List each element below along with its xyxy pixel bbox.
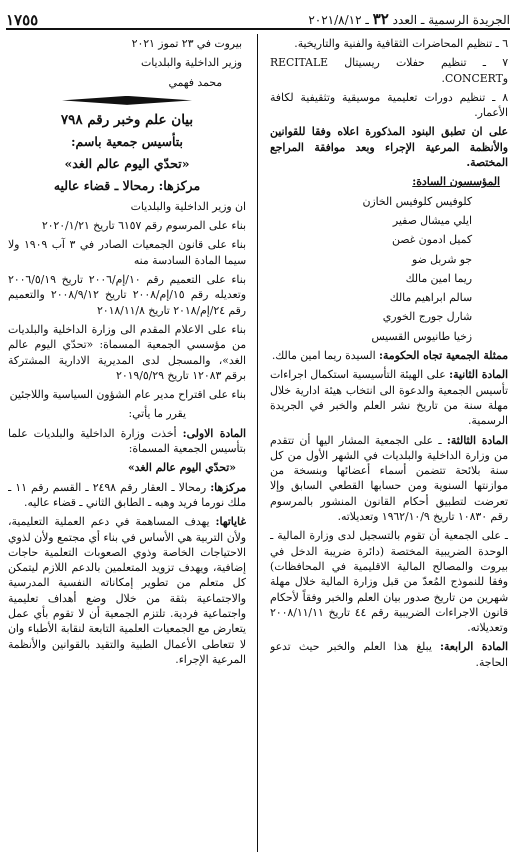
list-item: ٨ ـ تنظيم دورات تعليمية موسيقية وتثقيفية لكافة الأعمار. [270, 90, 508, 120]
recital: بناء على اقتراح مدير عام الشؤون السياسية واللاجئين [9, 388, 246, 402]
column-divider [257, 34, 258, 852]
founders-heading: المؤسسون السادة: [412, 175, 500, 189]
goals [8, 514, 246, 667]
article-3-extra: ـ على الجمعية أن تقوم بالتسجيل لدى وزارة المالية ـ الوحدة الضريبية المختصة (دائرة ضريبة الدخل في بيروت والمصالح المالية الاقليمية في المحافظات) وفقا للنموذج المُعدّ من قبل وزارة المالية خلال مهلة شهرين من تاريخ صدور بيان العلم والخبر وفقاً لأحكام قانون الاجراءات الضريبية رقم ٤٤ تاريخ ٢٠٠٨/١١/١١ وتعديلاته. [270, 529, 508, 635]
issue-date: ـ ٢٠٢١/٨/١٢ [308, 13, 369, 27]
article-4-text: يبلغ هذا العلم والخبر حيث تدعو الحاجة. [270, 640, 508, 669]
bold-note: على ان تطبق البنود المذكورة اعلاه وفقا للقوانين والأنظمة المرعية الإجراء وبعد موافقة المراجع المختصة. [270, 125, 508, 170]
minister-title: وزير الداخلية والبلديات [141, 56, 242, 70]
page-number: ١٧٥٥ [6, 11, 39, 29]
recital: بناء على التعميم رقم ١٠/إم/٢٠٠٦ تاريخ ٢٠٠٦/٥/١٩ وتعديله رقم ١٥/إم/٢٠٠٨ تاريخ ٢٠٠٨/٩/١٢ والتعميم رقم ٢٤/إم/٢٠١٨ تاريخ ٢٠١٨/١١/٨ [8, 273, 246, 317]
article-3-label: المادة الثالثة: [446, 433, 508, 447]
list-item: ٦ ـ تنظيم المحاضرات الثقافية والفنية والتاريخية. [294, 37, 508, 50]
founder-name: ايلي ميشال صفير [392, 213, 472, 227]
right-column [270, 36, 508, 674]
founder-name: سالم ابراهيم مالك [389, 291, 472, 305]
association-name-2: «تحدّي اليوم عالم الغد» [127, 461, 236, 475]
place-date: بيروت في ٢٣ تموز ٢٠٢١ [131, 37, 242, 50]
headquarters-text: رمحالا ـ العقار رقم ٢٤٩٨ ـ القسم رقم ١١ ـ ملك نورما فريد وهبه ـ الطابق الثاني ـ قضاء عاليه. [8, 480, 246, 509]
founder-name: شارل جورج الخوري [382, 310, 472, 324]
section-divider [8, 96, 246, 105]
gazette-title [308, 11, 510, 28]
left-column [8, 36, 246, 671]
association-name: «تحدّي اليوم عالم الغد» [64, 155, 190, 171]
founder-name: كلوفيس كلوفيس الخازن [362, 194, 472, 208]
recital: بناء على المرسوم رقم ٦١٥٧ تاريخ ٢٠٢٠/١/٢١ [41, 219, 246, 233]
gazette-name: الجريدة الرسمية ـ العدد [392, 13, 510, 27]
issue-number: ٣٢ [372, 10, 389, 28]
article-3 [270, 433, 508, 525]
headquarters [8, 480, 246, 511]
article-1 [8, 426, 246, 457]
gov-rep-label: ممثلة الجمعية تجاه الحكومة: [379, 349, 508, 363]
article-1-label: المادة الاولى: [182, 426, 246, 440]
headquarters-label: مركزها: [210, 480, 246, 494]
article-2 [270, 367, 508, 428]
minister-name: محمد فهمي [168, 75, 222, 89]
statement-subtitle: بتأسيس جمعية باسم: [70, 133, 184, 149]
goals-label: غاياتها: [215, 515, 246, 529]
headquarters-line: مركزها: رمحالا ـ قضاء عاليه [53, 177, 201, 193]
decides-line: يقرر ما يأتي: [128, 407, 186, 421]
article-4-label: المادة الرابعة: [440, 640, 508, 654]
article-1-text: أخذت وزارة الداخلية والبلديات علما بتأسيس الجمعية المسماة: [8, 426, 246, 456]
gov-rep-text: السيدة ريما امين مالك. [271, 349, 376, 363]
article-2-label: المادة الثانية: [449, 368, 508, 382]
founder-name: زخيا طانيوس القسيس [371, 329, 472, 343]
recital: بناء على قانون الجمعيات الصادر في ٣ آب ١٩٠٩ ولا سيما المادة السادسة منه [8, 238, 246, 267]
goals-text: يهدف المساهمة في دعم العملية التعليمية، ولأن التربية هي الأساس في بناء أي مجتمع ولأن لذوي الاحتياجات الخاصة وذوي الصعوبات التعلمية حاجات إضافية، ويهدف تزويد المتعلمين بالدعم اللازم ليتمكن كل متعلم من تطوير إمكاناته النفسية المدرسية والاجتماعية بثقة من خلال وضع أهداف تعليمية واجتماعية فردية. تلتزم الجمعية أن لا تقوم بأي عمل يتعارض مع الجمعيات العلمية التابعة لنقابة الأطباء وان لا تتعاطى الأعمال الطبية والتقيد بالقوانين والأنظمة المرعية الإجراء. [8, 515, 246, 666]
recital: بناء على الاعلام المقدم الى وزارة الداخلية والبلديات من مؤسسي الجمعية المسماة: «تحدّي اليوم عالم الغد»، والمسجل لدى المديرية الادارية المشتركة برقم ١٢٠٨٣ تاريخ ٢٠١٩/٥/٢٩ [8, 322, 246, 382]
article-3-text: ـ على الجمعية المشار اليها أن تتقدم من وزارة الداخلية والبلديات في الشهر الأول من كل سنة بلائحة تتضمن أسماء أعضائها وبنسخة من موازنتها السنوية ومن حسابها القطعي السابق وإلا تعرضت لتطبيق أحكام القانون المنشور بالمرسوم رقم ١٠٨٣٠ تاريخ ١٩٦٢/١٠/٩ وتعديلاته. [270, 433, 508, 524]
list-item: ٧ ـ تنظيم حفلات ريسيتال RECITALE وCONCERT. [270, 56, 508, 85]
intro-line: ان وزير الداخلية والبلديات [130, 199, 246, 213]
statement-title: بيان علم وخبر رقم ٧٩٨ [60, 111, 194, 128]
article-4 [270, 639, 508, 670]
article-2-text: على الهيئة التأسيسية استكمال اجراءات تأسيس الجمعية والدعوة الى انتخاب هيئة ادارية خلال مهلة سنة من تاريخ نشر العلم والخبر في الجريدة الرسمية. [270, 368, 508, 428]
founder-name: جو شربل ضو [411, 252, 472, 266]
gov-representative [270, 348, 508, 363]
page-header [6, 4, 510, 30]
founder-name: ريما امين مالك [405, 271, 472, 285]
founder-name: كميل ادمون غصن [391, 233, 472, 247]
